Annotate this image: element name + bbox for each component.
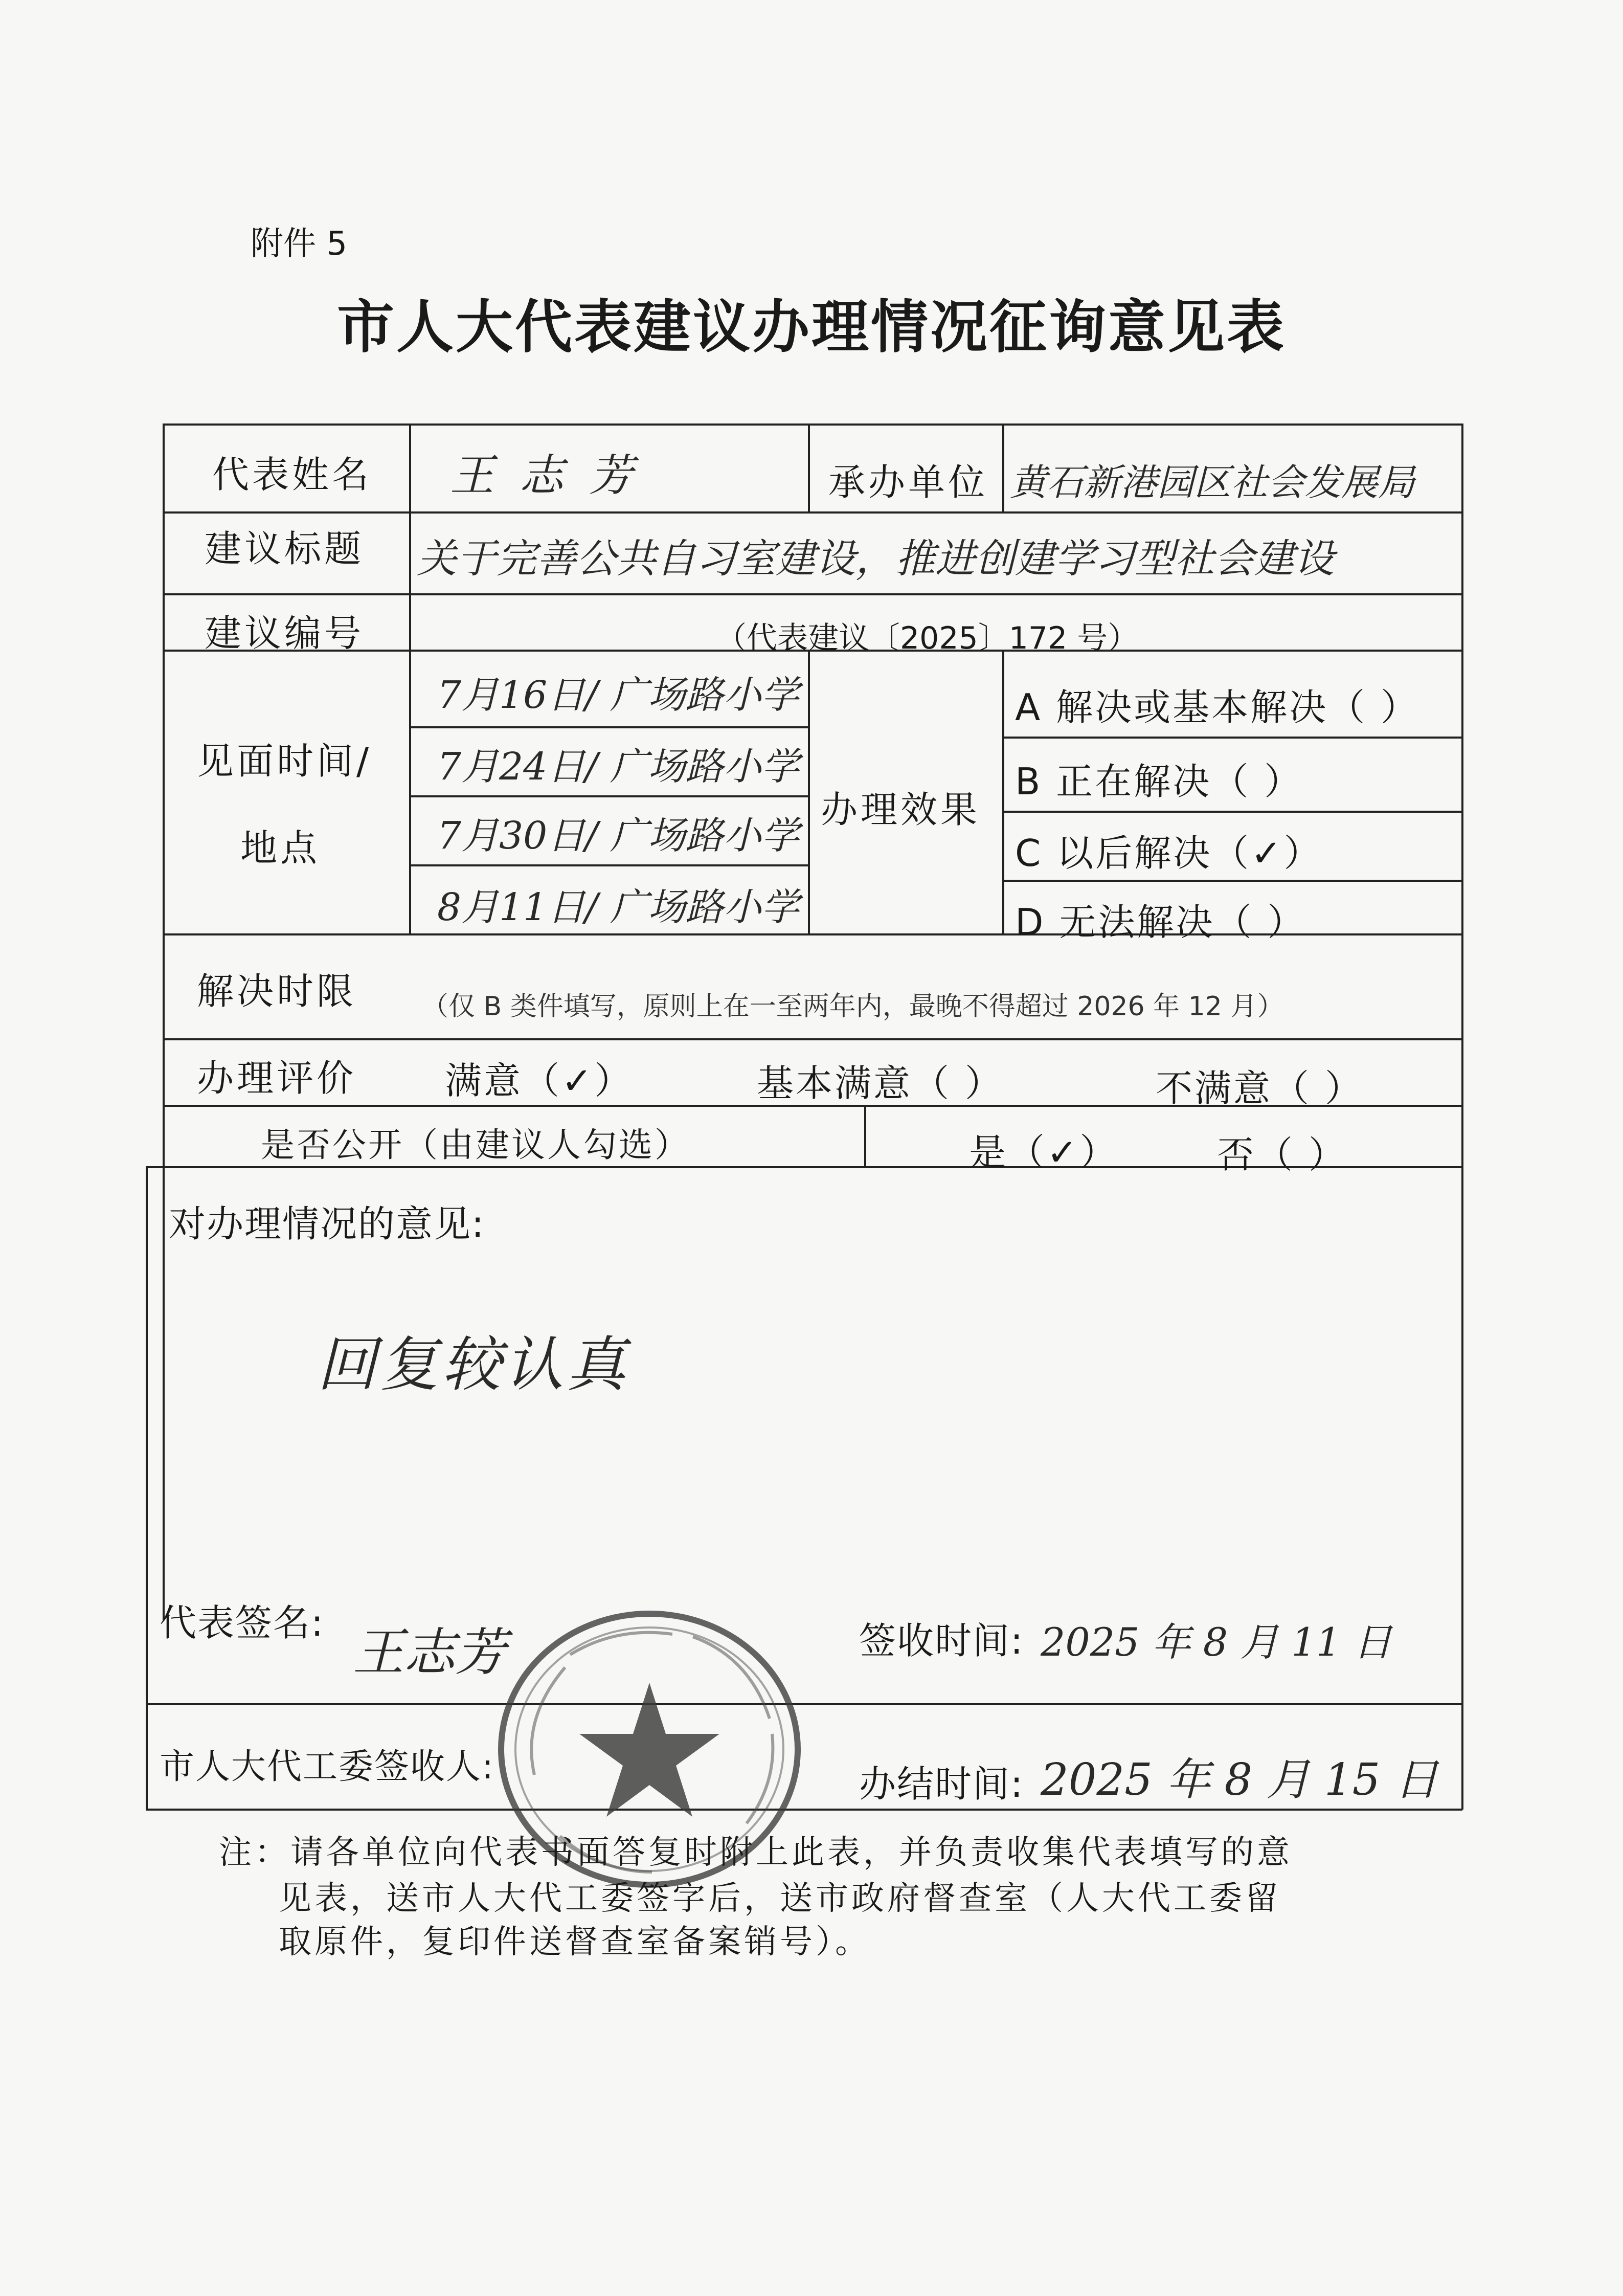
subject-value: 关于完善公共自习室建设，推进创建学习型社会建设 — [417, 536, 1335, 582]
evaluation-unsatisfied: 不满意（ ） — [1156, 1067, 1364, 1110]
undertaker-label: 承办单位 — [828, 461, 988, 504]
receipt-time-label: 签收时间: — [859, 1619, 1024, 1662]
effect-option-b: B 正在解决（ ） — [1015, 760, 1303, 803]
number-value: （代表建议〔2025〕172 号） — [716, 620, 1139, 656]
meeting-label-line1: 见面时间/ — [197, 740, 372, 783]
evaluation-label: 办理评价 — [197, 1057, 357, 1100]
receipt-time-value: 2025 年 8 月 11 日 — [1041, 1619, 1392, 1665]
subject-label: 建议标题 — [205, 527, 365, 570]
undertaker-value: 黄石新港园区社会发展局 — [1010, 461, 1415, 504]
number-label: 建议编号 — [205, 612, 365, 655]
finish-time-label: 办结时间: — [859, 1763, 1024, 1805]
note-line: 取原件，复印件送督查室备案销号）。 — [279, 1923, 871, 1961]
rep-signature-label: 代表签名: — [160, 1601, 325, 1644]
rep-name-label: 代表姓名 — [212, 453, 372, 496]
evaluation-satisfied: 满意（✓） — [445, 1059, 634, 1102]
attachment-label: 附件 5 — [251, 225, 348, 263]
effect-label: 办理效果 — [821, 788, 981, 831]
public-no: 否（ ） — [1217, 1133, 1347, 1176]
note-line: 注：请各单位向代表书面答复时附上此表，并负责收集代表填写的意 — [219, 1834, 1293, 1871]
meeting-entry: 7月30日/ 广场路小学 — [437, 814, 799, 858]
effect-option-a: A 解决或基本解决（ ） — [1015, 686, 1420, 729]
meeting-entry: 8月11日/ 广场路小学 — [437, 885, 799, 929]
page-title: 市人大代表建议办理情况征询意见表 — [337, 294, 1286, 361]
finish-time-value: 2025 年 8 月 15 日 — [1041, 1754, 1438, 1805]
rep-signature: 王志芳 — [353, 1622, 506, 1682]
meeting-label-line2: 地点 — [240, 827, 321, 870]
evaluation-basic: 基本满意（ ） — [757, 1062, 1004, 1105]
meeting-entry: 7月16日/ 广场路小学 — [437, 673, 799, 717]
effect-option-c: C 以后解决（✓） — [1015, 832, 1323, 875]
public-yes: 是（✓） — [969, 1131, 1119, 1174]
public-label: 是否公开（由建议人勾选） — [261, 1125, 690, 1165]
committee-receiver-label: 市人大代工委签收人: — [160, 1747, 494, 1787]
deadline-value: （仅 B 类件填写，原则上在一至两年内，最晚不得超过 2026 年 12 月） — [422, 991, 1284, 1022]
opinion-content: 回复较认真 — [317, 1330, 629, 1399]
meeting-entry: 7月24日/ 广场路小学 — [437, 745, 799, 789]
deadline-label: 解决时限 — [197, 970, 357, 1013]
rep-name-value: 王志芳 — [450, 450, 659, 501]
note-line: 见表，送市人大代工委签字后，送市政府督查室（人大代工委留 — [279, 1880, 1281, 1918]
opinion-label: 对办理情况的意见: — [169, 1202, 485, 1245]
effect-option-d: D 无法解决（ ） — [1015, 901, 1306, 944]
